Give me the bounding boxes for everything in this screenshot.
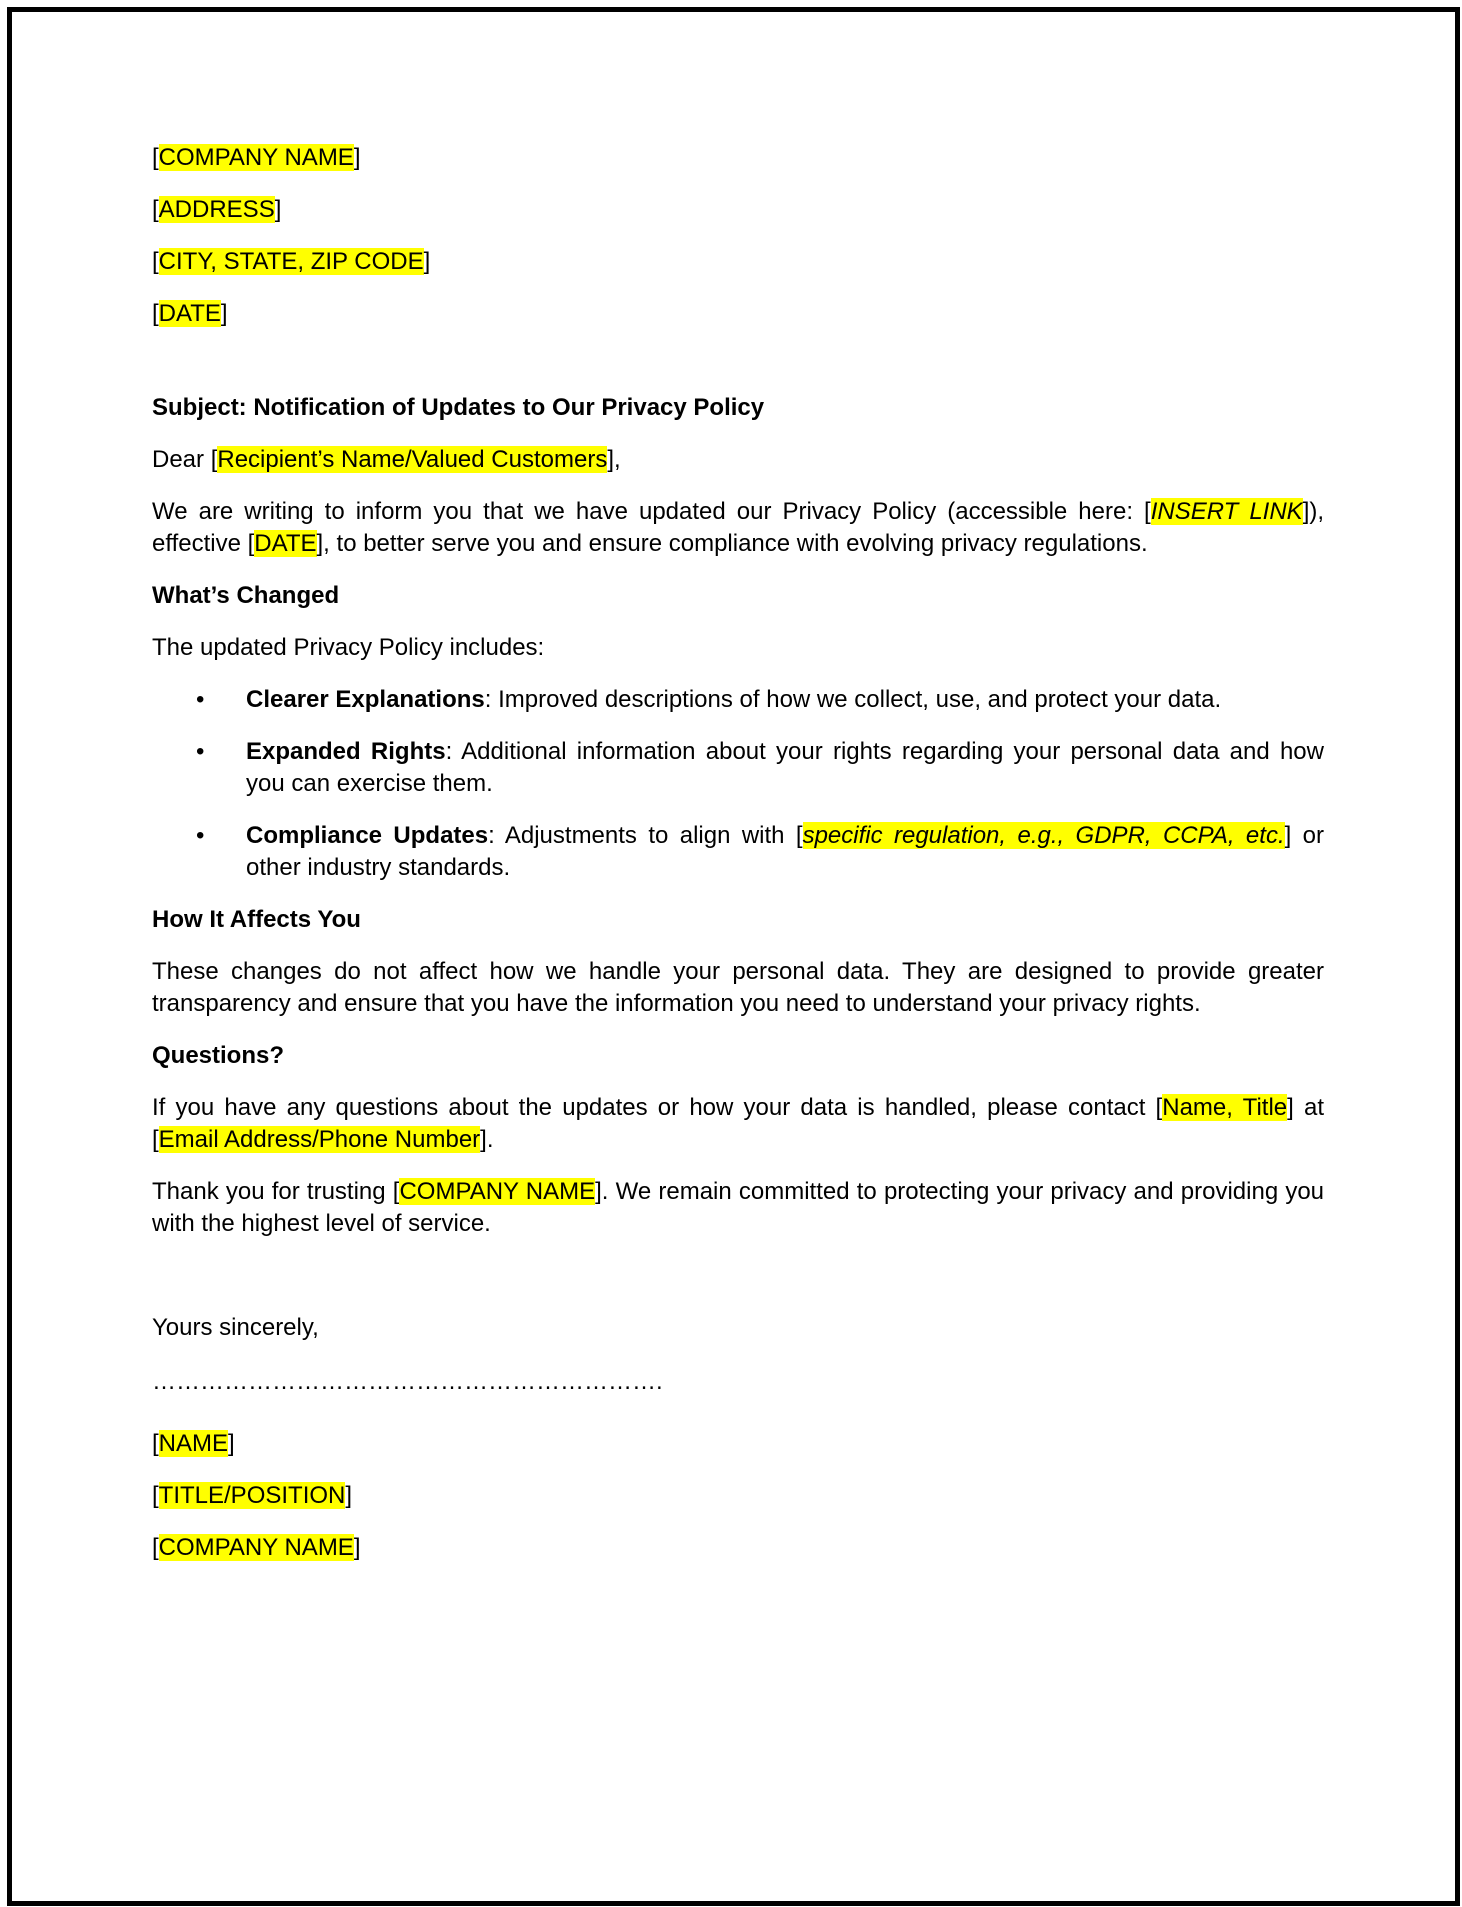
placeholder-regulation: specific regulation, e.g., GDPR, CCPA, etc. — [802, 822, 1285, 849]
placeholder-email-phone: Email Address/Phone Number — [158, 1126, 481, 1153]
placeholder-address: ADDRESS — [158, 196, 275, 223]
list-item: • Compliance Updates: Adjustments to align with [specific regulation, e.g., GDPR, CCPA, etc.] or other industry standards. — [196, 822, 1325, 881]
placeholder-contact-name-title: Name, Title — [1162, 1094, 1288, 1121]
placeholder-company-name: COMPANY NAME — [158, 1534, 354, 1561]
bullet-icon: • — [196, 738, 205, 765]
document-page — [7, 7, 1460, 1906]
placeholder-title-position: TITLE/POSITION — [158, 1482, 346, 1509]
placeholder-recipient: Recipient’s Name/Valued Customers — [217, 446, 608, 473]
list-item: • Expanded Rights: Additional information about your rights regarding your personal data and how you can exercise them. — [196, 738, 1324, 797]
changes-lead: The updated Privacy Policy includes: — [152, 634, 545, 661]
signature-line: ………………………………………………………. — [152, 1368, 663, 1395]
heading-how-it-affects-you: How It Affects You — [152, 906, 361, 933]
placeholder-city-state-zip: CITY, STATE, ZIP CODE — [158, 248, 424, 275]
bullet-icon: • — [196, 686, 205, 713]
intro-paragraph: We are writing to inform you that we have updated our Privacy Policy (accessible here: [INSERT LINK]), effective [DATE], to better serve you and ensure compliance with evolving privacy regulations. — [152, 498, 1325, 557]
placeholder-effective-date: DATE — [254, 530, 317, 557]
letter-body — [152, 142, 1324, 1564]
salutation: Dear [Recipient’s Name/Valued Customers], — [152, 446, 621, 473]
placeholder-insert-link: INSERT LINK — [1150, 498, 1303, 525]
sender-address-block — [152, 142, 1324, 330]
city-state-zip-line: [CITY, STATE, ZIP CODE] — [152, 248, 431, 275]
changes-list — [152, 684, 1324, 884]
signer-name-line: [NAME] — [152, 1430, 235, 1457]
bullet-icon: • — [196, 822, 205, 849]
heading-whats-changed: What’s Changed — [152, 582, 340, 609]
address-line: [ADDRESS] — [152, 196, 282, 223]
placeholder-company-name: COMPANY NAME — [399, 1178, 596, 1205]
signer-company-line: [COMPANY NAME] — [152, 1534, 361, 1561]
signature-block — [152, 1428, 1324, 1564]
closing-line: Yours sincerely, — [152, 1314, 319, 1341]
subject-line: Subject: Notification of Updates to Our Privacy Policy — [152, 394, 765, 421]
signer-title-line: [TITLE/POSITION] — [152, 1482, 353, 1509]
placeholder-date: DATE — [158, 300, 221, 327]
company-name-line: [COMPANY NAME] — [152, 144, 361, 171]
list-item: • Clearer Explanations: Improved descriptions of how we collect, use, and protect your data. — [152, 684, 1324, 716]
date-line: [DATE] — [152, 300, 228, 327]
affects-paragraph: These changes do not affect how we handle your personal data. They are designed to provide greater transparency and ensure that you have the information you need to understand your privacy rights. — [152, 958, 1324, 1017]
heading-questions: Questions? — [152, 1042, 285, 1069]
placeholder-company-name: COMPANY NAME — [158, 144, 354, 171]
thanks-paragraph: Thank you for trusting [COMPANY NAME]. We remain committed to protecting your privacy and providing you with the highest level of service. — [152, 1178, 1325, 1237]
placeholder-name: NAME — [158, 1430, 229, 1457]
questions-paragraph: If you have any questions about the updates or how your data is handled, please contact [Name, Title] at [Email Address/Phone Number]. — [152, 1094, 1324, 1153]
